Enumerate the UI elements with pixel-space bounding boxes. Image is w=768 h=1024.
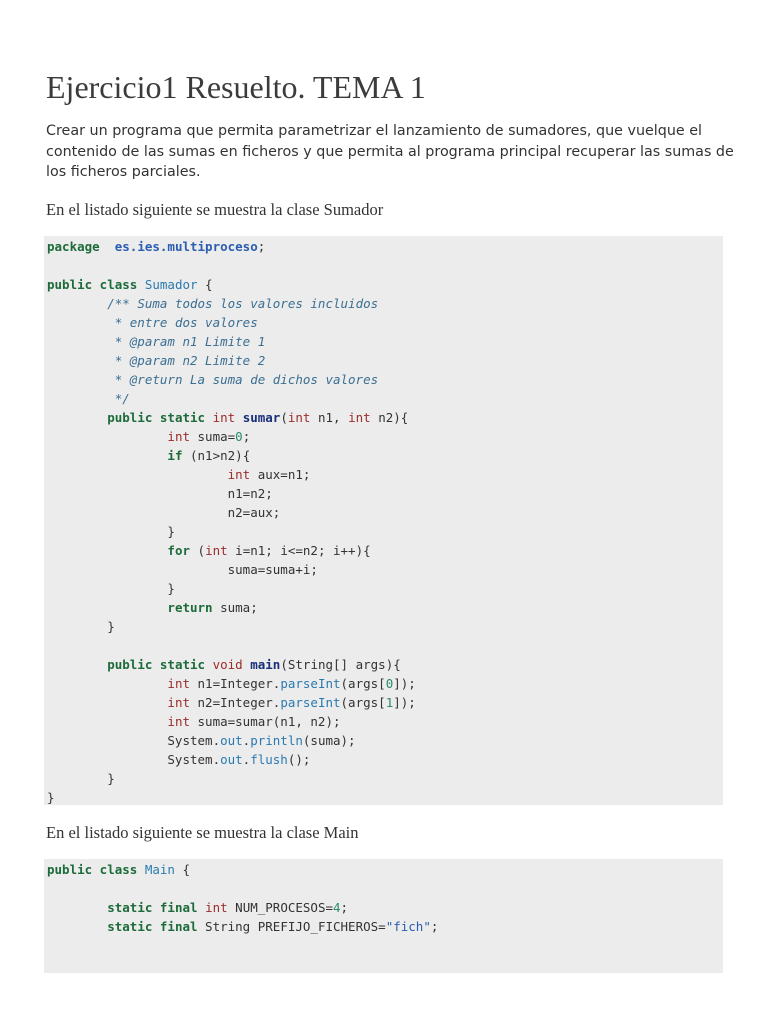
code-token: int xyxy=(287,410,311,425)
code-token: ; xyxy=(340,900,349,915)
code-token: return xyxy=(167,600,213,615)
code-line xyxy=(47,712,723,731)
code-token: out xyxy=(220,733,243,748)
code-line xyxy=(47,917,723,936)
code-token: public static xyxy=(107,410,206,425)
lead-sumador: En el listado siguiente se muestra la clase Sumador xyxy=(46,200,384,219)
code-token xyxy=(47,676,167,691)
code-token: . xyxy=(242,752,251,767)
code-token: System. xyxy=(47,733,221,748)
code-token: { xyxy=(197,277,213,292)
code-token: * @param n2 Limite 2 xyxy=(114,353,266,368)
code-line xyxy=(47,693,723,712)
code-line xyxy=(47,256,723,275)
code-line xyxy=(47,674,723,693)
code-token xyxy=(47,334,115,349)
code-token: int xyxy=(205,900,228,915)
code-line xyxy=(47,503,723,522)
code-token: . xyxy=(242,733,251,748)
code-token: suma=suma+i; xyxy=(47,562,318,577)
code-token: 0 xyxy=(235,429,243,444)
code-token xyxy=(205,410,213,425)
code-token: } xyxy=(47,524,175,539)
code-block-sumador xyxy=(44,236,723,805)
code-line xyxy=(47,294,723,313)
code-token: parseInt xyxy=(280,676,341,691)
code-token: println xyxy=(250,733,303,748)
code-token: sumar xyxy=(242,410,281,425)
code-token xyxy=(47,900,107,915)
code-token xyxy=(235,410,243,425)
code-token: * entre dos valores xyxy=(114,315,258,330)
code-token: int xyxy=(212,410,236,425)
code-token xyxy=(205,657,213,672)
code-token: parseInt xyxy=(280,695,341,710)
code-token: (n1>n2){ xyxy=(182,448,251,463)
code-line xyxy=(47,879,723,898)
code-line xyxy=(47,237,723,256)
code-token: n1=n2; xyxy=(47,486,273,501)
code-line xyxy=(47,636,723,655)
code-token: public static xyxy=(107,657,206,672)
code-token: int xyxy=(167,714,190,729)
code-token: n2=Integer. xyxy=(190,695,281,710)
code-token: NUM_PROCESOS= xyxy=(227,900,333,915)
code-line xyxy=(47,655,723,674)
code-line xyxy=(47,769,723,788)
code-token: static final xyxy=(107,919,198,934)
code-token: 0 xyxy=(385,676,394,691)
code-token: * @param n1 Limite 1 xyxy=(114,334,266,349)
code-line xyxy=(47,750,723,769)
code-line xyxy=(47,788,723,805)
code-token: } xyxy=(47,790,55,805)
code-line xyxy=(47,598,723,617)
code-token: Main xyxy=(144,862,175,877)
code-token: n1=Integer. xyxy=(190,676,281,691)
code-token xyxy=(47,353,115,368)
code-line xyxy=(47,541,723,560)
code-token: ; xyxy=(430,919,439,934)
code-token: int xyxy=(167,695,190,710)
code-token xyxy=(47,714,167,729)
code-block-main xyxy=(44,859,723,973)
code-token xyxy=(47,695,167,710)
code-line xyxy=(47,731,723,750)
code-token: } xyxy=(47,771,115,786)
code-line xyxy=(47,332,723,351)
lead-main: En el listado siguiente se muestra la clase Main xyxy=(46,823,359,842)
code-line xyxy=(47,351,723,370)
code-token xyxy=(47,600,167,615)
code-token: String PREFIJO_FICHEROS= xyxy=(197,919,386,934)
code-token: ( xyxy=(190,543,206,558)
code-line xyxy=(47,465,723,484)
code-token: ]); xyxy=(393,695,416,710)
code-token: (String[] args){ xyxy=(280,657,401,672)
code-token: static final xyxy=(107,900,198,915)
code-token: ]); xyxy=(393,676,416,691)
code-token: void xyxy=(212,657,243,672)
code-token xyxy=(100,239,115,254)
code-token: es.ies.multiproceso xyxy=(114,239,258,254)
code-token xyxy=(137,277,145,292)
code-line xyxy=(47,427,723,446)
code-token: n2){ xyxy=(370,410,409,425)
code-token: ; xyxy=(257,239,266,254)
code-token xyxy=(47,296,107,311)
code-line xyxy=(47,898,723,917)
code-token xyxy=(47,543,167,558)
code-token: (args[ xyxy=(340,695,386,710)
code-token: * @return La suma de dichos valores xyxy=(114,372,379,387)
code-token: n2=aux; xyxy=(47,505,281,520)
code-token xyxy=(137,862,145,877)
code-token: int xyxy=(205,543,228,558)
code-token xyxy=(47,391,115,406)
code-token xyxy=(47,410,107,425)
code-line xyxy=(47,484,723,503)
code-token: (args[ xyxy=(340,676,386,691)
code-line xyxy=(47,408,723,427)
code-token: aux=n1; xyxy=(250,467,311,482)
code-token: public class xyxy=(47,277,138,292)
code-token: package xyxy=(47,239,100,254)
code-token: i=n1; i<=n2; i++){ xyxy=(227,543,371,558)
code-line xyxy=(47,370,723,389)
code-token: "fich" xyxy=(385,919,431,934)
code-token: suma=sumar(n1, n2); xyxy=(190,714,341,729)
code-line xyxy=(47,446,723,465)
code-line xyxy=(47,313,723,332)
code-token: { xyxy=(174,862,191,877)
code-token: flush xyxy=(250,752,288,767)
code-token: for xyxy=(167,543,190,558)
code-token: */ xyxy=(114,391,130,406)
code-token: n1, xyxy=(310,410,349,425)
code-token: suma= xyxy=(190,429,236,444)
code-line xyxy=(47,860,723,879)
code-line xyxy=(47,522,723,541)
code-token: public class xyxy=(47,862,138,877)
code-token: } xyxy=(47,581,175,596)
code-token: out xyxy=(220,752,243,767)
code-token xyxy=(198,900,206,915)
code-token xyxy=(47,657,107,672)
code-token: } xyxy=(47,619,115,634)
code-token: suma; xyxy=(212,600,258,615)
code-token: int xyxy=(348,410,371,425)
code-line xyxy=(47,560,723,579)
code-token xyxy=(47,372,115,387)
code-token xyxy=(47,429,167,444)
code-token: ( xyxy=(280,410,288,425)
code-token: int xyxy=(167,429,190,444)
intro-paragraph: Crear un programa que permita parametrizar el lanzamiento de sumadores, que vuelque el contenido de las sumas en ficheros y que permita al programa principal recuperar las sumas de los ficheros parciales. xyxy=(46,123,734,180)
code-token: if xyxy=(167,448,183,463)
code-line xyxy=(47,617,723,636)
code-token: (suma); xyxy=(302,733,356,748)
code-token: (); xyxy=(287,752,311,767)
code-token xyxy=(47,919,107,934)
code-token xyxy=(47,448,167,463)
code-token: System. xyxy=(47,752,221,767)
code-token: main xyxy=(250,657,281,672)
code-line xyxy=(47,389,723,408)
code-token: ; xyxy=(242,429,251,444)
code-token xyxy=(47,467,228,482)
code-token: 1 xyxy=(385,695,394,710)
code-token: int xyxy=(227,467,251,482)
page-title: Ejercicio1 Resuelto. TEMA 1 xyxy=(46,69,426,105)
code-line xyxy=(47,275,723,294)
code-token: /** Suma todos los valores incluidos xyxy=(107,296,379,311)
code-token: 4 xyxy=(333,900,341,915)
code-token: Sumador xyxy=(144,277,198,292)
code-line xyxy=(47,579,723,598)
code-token xyxy=(47,315,115,330)
code-token: int xyxy=(167,676,190,691)
